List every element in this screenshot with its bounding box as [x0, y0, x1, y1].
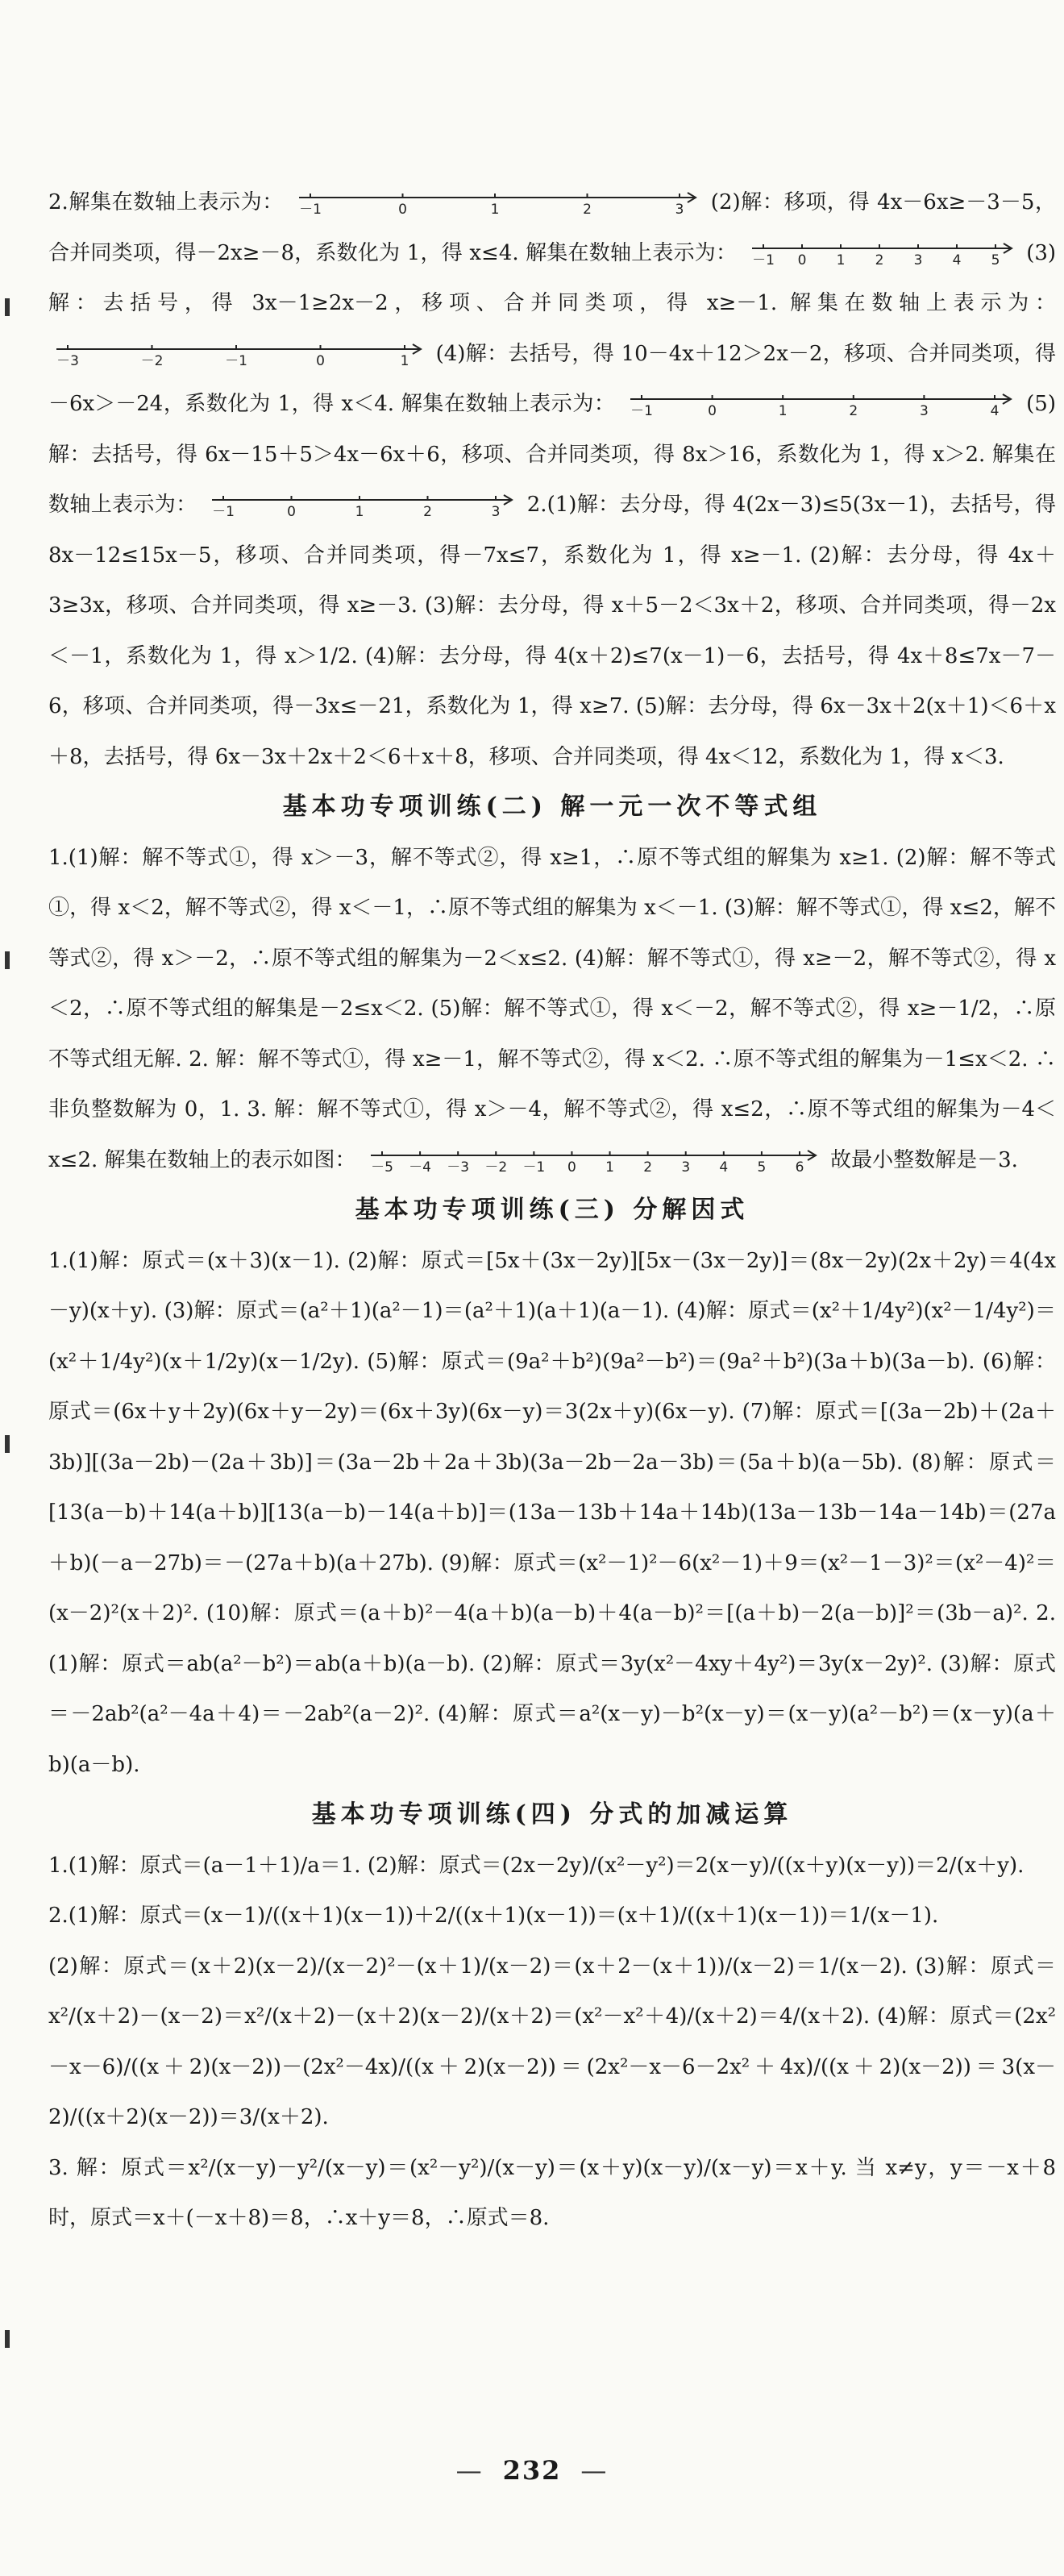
- number-line-6: [368, 1139, 819, 1175]
- axis-tick-label: 6: [795, 1159, 804, 1175]
- axis-tick-label: 4: [990, 403, 1000, 418]
- answer-line: 故最小整数解是－3.: [830, 1147, 1018, 1172]
- answer-line: (3)解：去括号，得 3x－1≥2x－2，移项、合并同类项，得 x≥－1. 解集在数轴上表示为：: [48, 240, 1057, 315]
- number-line-3: [53, 333, 424, 368]
- footer-dash: —: [580, 2455, 609, 2486]
- axis-tick-label: 4: [952, 252, 962, 268]
- axis-tick-label: 2: [875, 252, 884, 268]
- axis-tick-label: 2: [582, 202, 592, 217]
- binding-mark: [5, 1435, 10, 1453]
- answer-line: 1.(1)解：原式＝(x＋3)(x－1). (2)解：原式＝[5x＋(3x－2y)][5x－(3x－2y)]＝(8x－2y)(2x＋2y)＝4(4x－y)(x＋y). (3)解：原式＝(a²＋1)(a²－1)＝(a²＋1)(a＋1)(a－1). (4)解：原式＝(x²＋1/4y²)(x²－1/4y²)＝(x²＋1/4y²)(x＋1/2y)(x－1/2y). (5)解：原式＝(9a²＋b²)(9a²－b²)＝(9a²＋b²)(3a＋b)(3a－b). (6)解：原式＝(6x＋y＋2y)(6x＋y－2y)＝(6x＋3y)(6x－y)＝3(2x＋y)(6x－y). (7)解：原式＝[(3a－2b)＋(2a＋3b)][(3a－2b)－(2a＋3b)]＝(3a－2b＋2a＋3b)(3a－2b－2a－3b)＝(5a＋b)(a－5b). (8)解：原式＝[13(a－b)＋14(a＋b)][13(a－b)－14(a＋b)]＝(13a－13b＋14a＋14b)(13a－13b－14a－14b)＝(27a＋b)(－a－27b)＝－(27a＋b)(a＋27b). (9)解：原式＝(x²－1)²－6(x²－1)＋9＝(x²－1－3)²＝(x²－4)²＝(x－2)²(x＋2)².: [48, 1248, 1056, 1625]
- answer-line: (10)解：原式＝(a＋b)²－4(a＋b)(a－b)＋4(a－b)²＝[(a＋b)－2(a－b)]²＝(3b－a)². 2.(1)解：原式＝ab(a²－b²)＝ab(a＋b)(a－b). (2)解：原式＝3y(x²－4xy＋4y²)＝3y(x－2y)². (3)解：原式＝－2ab²(a²－4a＋4)＝－2ab²(a－2)².: [48, 1601, 1056, 1726]
- number-line-4: [627, 383, 1014, 418]
- axis-tick-label: －1: [522, 1159, 546, 1175]
- axis-tick-label: 3: [491, 504, 501, 519]
- axis-tick-label: 4: [719, 1159, 729, 1175]
- axis-tick-label: 2: [423, 504, 433, 519]
- binding-mark: [5, 2330, 10, 2348]
- answer-line: 1.(1)解：原式＝(a－1＋1)/a＝1. (2)解：原式＝(2x－2y)/(x²－y²)＝2(x－y)/((x＋y)(x－y))＝2/(x＋y).: [48, 1853, 1025, 1878]
- axis-tick-label: 3: [920, 403, 929, 418]
- binding-mark: [5, 951, 10, 969]
- section-heading-4: 基本功专项训练(四) 分式的加减运算: [311, 1800, 793, 1829]
- answer-block-inequality-system: [48, 833, 1056, 1186]
- axis-tick-label: 1: [490, 202, 500, 217]
- page-number: 232: [502, 2455, 562, 2486]
- axis-tick-label: 1: [355, 504, 364, 519]
- axis-tick-label: －5: [370, 1159, 393, 1175]
- answer-line: 3. 解：原式＝x²/(x－y)－y²/(x－y)＝(x²－y²)/(x－y)＝(x＋y)(x－y)/(x－y)＝x＋y. 当 x≠y，y＝－x＋8 时，原式＝x＋(－x＋8)＝8，∴x＋y＝8，∴原式＝8.: [48, 2155, 1056, 2230]
- answer-page: [48, 177, 1056, 2244]
- binding-mark: [5, 298, 10, 316]
- footer-dash: —: [455, 2455, 484, 2486]
- answer-line: (5)解：去括号，得 6x－15＋5＞4x－6x＋6，移项、合并同类项，得 8x＞16，系数化为 1，得 x＞2. 解集在数轴上表示为：: [48, 392, 1056, 517]
- answer-block-inequality-1: [48, 177, 1056, 782]
- axis-tick-label: 5: [991, 252, 1000, 268]
- axis-tick-label: －1: [298, 202, 322, 217]
- axis-tick-label: 1: [400, 352, 409, 368]
- answer-line: 2.(1)解：去分母，得 4(2x－3)≤5(3x－1)，去括号，得 8x－12≤15x－5，移项、合并同类项，得－7x≤7，系数化为 1，得 x≥－1. (2)解：去分母，得 4x＋3≥3x，移项、合并同类项，得 x≥－3.: [48, 493, 1056, 618]
- axis-tick-label: －2: [484, 1159, 507, 1175]
- axis-tick-label: 1: [836, 252, 846, 268]
- axis-tick-label: 5: [757, 1159, 767, 1175]
- axis-tick-label: －3: [447, 1159, 469, 1175]
- axis-tick-label: 2: [643, 1159, 652, 1175]
- axis-tick-label: 2: [849, 403, 858, 418]
- axis-tick-label: 3: [913, 252, 923, 268]
- axis-tick-label: －1: [630, 403, 654, 418]
- section-heading-3: 基本功专项训练(三) 分解因式: [355, 1196, 750, 1224]
- answer-line: 2.(1)解：原式＝(x－1)/((x＋1)(x－1))＋2/((x＋1)(x－1))＝(x＋1)/((x＋1)(x－1))＝1/(x－1).: [48, 1904, 939, 1928]
- number-line-5: [209, 484, 515, 519]
- axis-tick-label: －1: [212, 504, 235, 519]
- axis-tick-label: 1: [779, 403, 788, 418]
- axis-tick-label: －2: [140, 352, 164, 368]
- axis-tick-label: －1: [225, 352, 247, 368]
- axis-tick-label: 0: [708, 403, 717, 418]
- answer-block-fractions: [48, 1841, 1056, 2244]
- axis-tick-label: 0: [287, 504, 297, 519]
- answer-line: (3)解：去分母，得 x＋5－2＜3x＋2，移项、合并同类项，得－2x＜－1，系数化为 1，得 x＞1/2. (4)解：去分母，得 4(x＋2)≤7(x－1)－6，去括号，得 4x＋8≤7x－7－6，移项、合并同类项，得－3x≤－21，系数化为 1，得 x≥7. (5)解：去分母，得 6x－3x＋2(x＋1)＜6＋x＋8，去括号，得 6x－3x＋2x＋2＜6＋x＋8，移项、合并同类项，得 4x＜12，系数化为 1，得 x＜3.: [48, 593, 1057, 769]
- axis-tick-label: 3: [675, 202, 684, 217]
- axis-tick-label: －3: [56, 352, 79, 368]
- axis-tick-label: －4: [408, 1159, 431, 1175]
- answer-line: 2.解集在数轴上表示为：: [48, 190, 284, 214]
- axis-tick-label: －1: [751, 252, 775, 268]
- answer-line: (4)解：去括号，得 10－4x＋12＞2x－2，移项、合并同类项，得－6x＞－24，系数化为 1，得 x＜4. 解集在数轴上表示为：: [48, 341, 1056, 416]
- axis-tick-label: 1: [605, 1159, 614, 1175]
- axis-tick-label: 3: [681, 1159, 690, 1175]
- answer-line: (4)解：原式＝a²(x－y)－b²(x－y)＝(x－y)(a²－b²)＝(x－y)(a＋b)(a－b).: [48, 1702, 1057, 1777]
- number-line-2: [749, 232, 1015, 268]
- answer-line: 1.(1)解：解不等式①，得 x＞－3，解不等式②，得 x≥1，∴原不等式组的解集为 x≥1. (2)解：解不等式①，得 x＜2，解不等式②，得 x＜－1，∴原不等式组的解集为 x＜－1. (3)解：解不等式①，得 x≤2，解不等式②，得 x＞－2，∴原不等式组的解集为－2＜x≤2. (4)解：解不等式①，得 x≥－2，解不等式②，得 x＜2，∴原不等式组的解集是－2≤x＜2. (5)解：解不等式①，得 x＜－2，解不等式②，得 x≥－1/2，∴原不等式组无解. 2. 解：解不等式①，得 x≥－1，解不等式②，得 x＜2. ∴原不等式组的解集为－1≤x＜2. ∴非负整数解为 0，1. 3. 解：解不等式①，得 x＞－4，解不等式②，得 x≤2，∴原不等式组的解集为－4＜x≤2. 解集在数轴上的表示如图：: [48, 845, 1056, 1172]
- axis-tick-label: 0: [567, 1159, 576, 1175]
- axis-tick-label: 0: [797, 252, 807, 268]
- number-line-1: [296, 181, 699, 217]
- axis-tick-label: 0: [316, 352, 325, 368]
- section-heading-2: 基本功专项训练(二) 解一元一次不等式组: [282, 793, 822, 821]
- answer-line: (2)解：移项，得 4x－6x≥－3－5，合并同类项，得－2x≥－8，系数化为 1，得 x≤4. 解集在数轴上表示为：: [48, 190, 1057, 265]
- answer-line: (2)解：原式＝(x＋2)(x－2)/(x－2)²－(x＋1)/(x－2)＝(x＋2－(x＋1))/(x－2)＝1/(x－2). (3)解：原式＝x²/(x＋2)－(x－2)＝x²/(x＋2)－(x＋2)(x－2)/(x＋2)＝(x²－x²＋4)/(x＋2)＝4/(x＋2). (4)解：原式＝(2x²－x－6)/((x＋2)(x－2))－(2x²－4x)/((x＋2)(x－2))＝(2x²－x－6－2x²＋4x)/((x＋2)(x－2))＝3(x－2)/((x＋2)(x－2))＝3/(x＋2).: [48, 1954, 1056, 2129]
- answer-block-factorization: [48, 1236, 1056, 1791]
- axis-tick-label: 0: [397, 202, 407, 217]
- page-footer: [0, 2455, 1064, 2486]
